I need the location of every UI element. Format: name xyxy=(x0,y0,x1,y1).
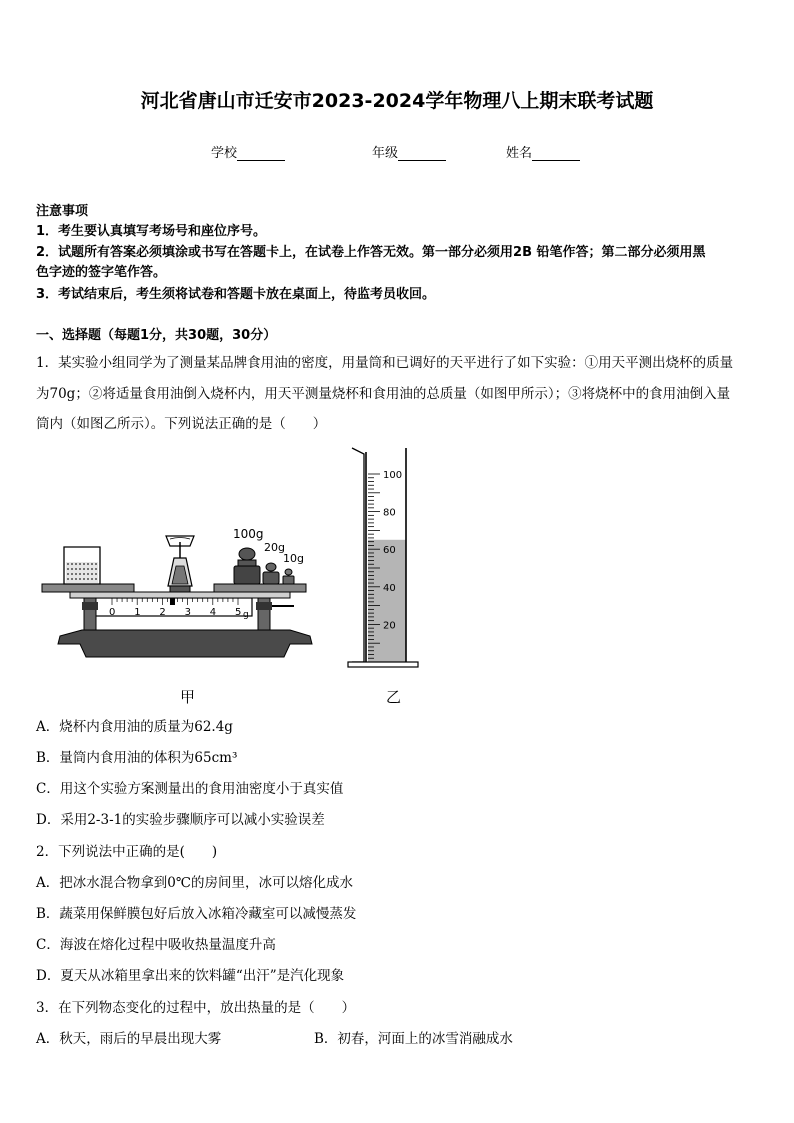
cylinder-tick-label: 80 xyxy=(383,507,396,519)
beaker xyxy=(64,547,100,584)
balance-base xyxy=(58,630,312,657)
right-pan xyxy=(214,584,306,592)
school-blank xyxy=(237,147,285,161)
question-3-option-a: A．秋天，雨后的早晨出现大雾 xyxy=(36,1031,222,1047)
school-field xyxy=(211,142,285,161)
cylinder-base xyxy=(348,662,418,667)
left-pan xyxy=(42,584,134,592)
cylinder-tick-label: 40 xyxy=(383,582,396,594)
measuring-cylinder xyxy=(348,448,418,667)
figure-label-left: 甲 xyxy=(180,688,196,706)
weight-label-100g: 100g xyxy=(233,527,264,541)
question-1-line: 为70g；②将适量食用油倒入烧杯内，用天平测量烧杯和食用油的总质量（如图甲所示）；③将烧杯中的食用油倒入量 xyxy=(36,386,731,402)
name-blank xyxy=(532,147,580,161)
question-1-option: B．量筒内食用油的体积为65cm³ xyxy=(36,750,238,766)
question-3-stem: 3．在下列物态变化的过程中，放出热量的是（ ） xyxy=(36,1000,356,1016)
notes-heading: 注意事项 xyxy=(36,204,89,219)
beam-tick-label: 3 xyxy=(184,607,191,618)
weight-20g xyxy=(263,563,279,584)
name-field xyxy=(506,142,580,161)
weight-100g xyxy=(234,548,260,584)
right-knob xyxy=(256,602,272,610)
note-item: 色字迹的签字笔作答。 xyxy=(36,265,167,280)
question-1-line: 1．某实验小组同学为了测量某品牌食用油的密度，用量筒和已调好的天平进行了如下实验：①用天平测出烧杯的质量 xyxy=(36,355,734,371)
beam-unit: g xyxy=(243,610,249,620)
weight-label-20g: 20g xyxy=(264,541,285,554)
question-1-option: D．采用2-3-1的实验步骤顺序可以减小实验误差 xyxy=(36,812,325,828)
note-item: 3．考试结束后，考生须将试卷和答题卡放在桌面上，待监考员收回。 xyxy=(36,287,436,302)
note-item: 2．试题所有答案必须填涂或书写在答题卡上，在试卷上作答无效。第一部分必须用2B 铅笔作答；第二部分必须用黑 xyxy=(36,245,706,260)
question-2-option: B．蔬菜用保鲜膜包好后放入冰箱冷藏室可以减慢蒸发 xyxy=(36,906,357,922)
beam-tick-label: 4 xyxy=(209,607,217,618)
beam-tick-label: 1 xyxy=(134,607,141,618)
question-2-option: A．把冰水混合物拿到0℃的房间里，冰可以熔化成水 xyxy=(36,875,353,891)
beam-tick-label: 0 xyxy=(109,607,116,618)
cylinder-lip xyxy=(352,448,364,662)
page-title: 河北省唐山市迁安市2023-2024学年物理八上期末联考试题 xyxy=(140,90,654,112)
grade-field xyxy=(372,142,446,161)
question-3-option-b: B．初春，河面上的冰雪消融成水 xyxy=(314,1031,513,1047)
figure-label-right: 乙 xyxy=(386,688,402,706)
cylinder-tick-label: 20 xyxy=(383,620,396,632)
section-heading: 一、选择题（每题1分，共30题，30分） xyxy=(36,328,277,343)
school-label: 学校 xyxy=(211,146,238,161)
grade-blank xyxy=(398,147,446,161)
beam-tick-label: 5 xyxy=(235,607,242,618)
left-knob xyxy=(82,602,98,610)
cylinder-tick-label: 100 xyxy=(383,470,403,481)
question-2-stem: 2．下列说法中正确的是( ) xyxy=(36,844,218,860)
beam-tick-label: 2 xyxy=(159,607,166,618)
cylinder-liquid xyxy=(368,540,406,662)
pointer-scale xyxy=(166,536,194,592)
question-1-line: 筒内（如图乙所示）。下列说法正确的是（ ） xyxy=(36,416,327,432)
question-2-option: D．夏天从冰箱里拿出来的饮料罐“出汗”是汽化现象 xyxy=(36,968,345,984)
cylinder-tick-label: 60 xyxy=(383,545,396,557)
beaker-oil xyxy=(66,562,98,583)
weight-10g xyxy=(283,569,294,584)
question-1-option: C．用这个实验方案测量出的食用油密度小于真实值 xyxy=(36,781,344,797)
question-1-option: A．烧杯内食用油的质量为62.4g xyxy=(36,719,233,735)
beam-arm xyxy=(70,592,290,598)
name-label: 姓名 xyxy=(506,146,533,161)
note-item: 1．考生要认真填写考场号和座位序号。 xyxy=(36,224,267,239)
grade-label: 年级 xyxy=(372,146,399,161)
balance-diagram xyxy=(42,527,312,657)
question-2-option: C．海波在熔化过程中吸收热量温度升高 xyxy=(36,937,276,953)
weight-label-10g: 10g xyxy=(283,552,304,565)
